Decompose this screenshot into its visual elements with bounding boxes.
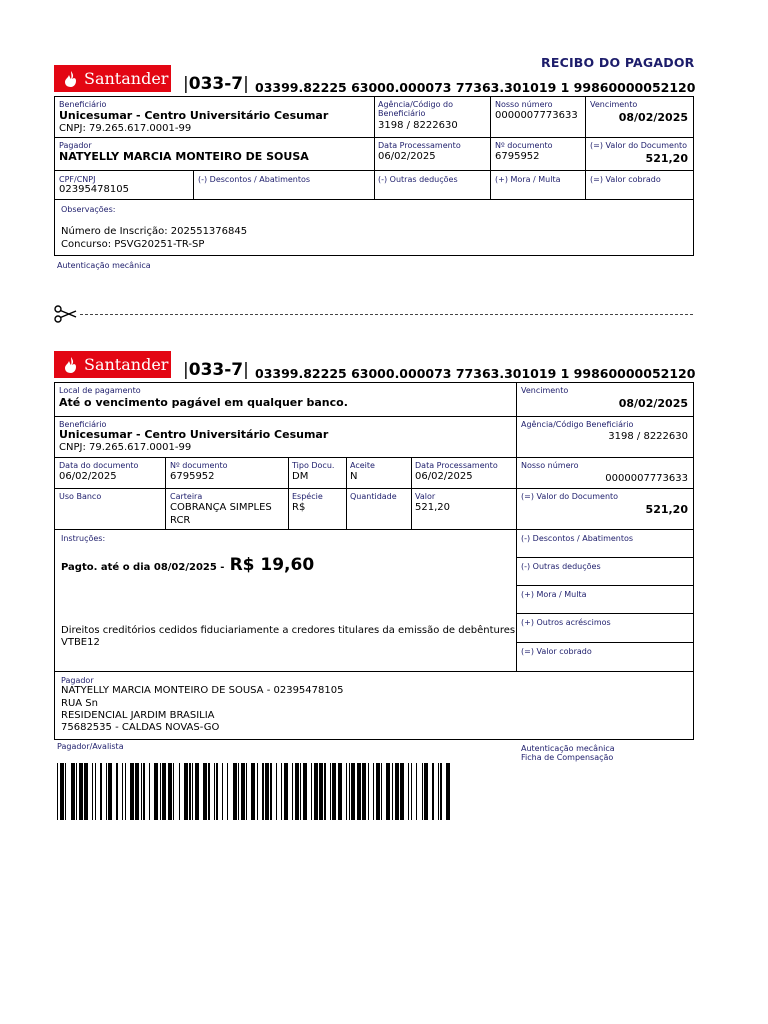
beneficiario-label-ficha: Beneficiário <box>59 420 107 429</box>
valor-cobrado-label: (=) Valor cobrado <box>590 175 661 184</box>
barcode-bar <box>295 763 299 820</box>
uso-banco-label: Uso Banco <box>59 492 102 501</box>
pagador-value: NATYELLY MARCIA MONTEIRO DE SOUSA <box>59 150 309 163</box>
beneficiario-nome-ficha: Unicesumar - Centro Universitário Cesumar <box>59 428 329 441</box>
aceite-value: N <box>350 471 358 482</box>
barcode-bar <box>100 763 101 820</box>
barcode-bar <box>292 763 293 820</box>
scissors-icon <box>54 305 78 323</box>
nosso-numero-value: 0000007773633 <box>495 110 578 121</box>
barcode-bar <box>351 763 355 820</box>
num-doc-label: Nº documento <box>495 141 553 150</box>
barcode-bar <box>233 763 237 820</box>
ficha-compensacao-label: Ficha de Compensação <box>521 753 614 762</box>
data-proc-value-ficha: 06/02/2025 <box>415 471 473 482</box>
pagador-avalista-label: Pagador/Avalista <box>57 742 124 751</box>
recibo-title: RECIBO DO PAGADOR <box>541 55 695 70</box>
valor-label: Valor <box>415 492 436 501</box>
barcode-bar <box>60 763 64 820</box>
barcode-bar <box>265 763 269 820</box>
barcode-bar <box>130 763 134 820</box>
barcode <box>57 763 451 820</box>
carteira-label: Carteira <box>170 492 203 501</box>
mora-label: (+) Mora / Multa <box>495 175 561 184</box>
barcode-bar <box>432 763 433 820</box>
aceite-label: Aceite <box>350 461 375 470</box>
linha-digitavel[interactable]: 03399.82225 63000.000073 77363.301019 1 99860000052120 <box>255 80 696 95</box>
barcode-bar <box>116 763 117 820</box>
barcode-bar <box>108 763 112 820</box>
bank-code-ficha: |033-7| <box>183 360 249 380</box>
outras-deducoes-label: (-) Outras deduções <box>378 175 458 184</box>
autenticacao-label: Autenticação mecânica <box>57 261 151 270</box>
carteira-value-1: COBRANÇA SIMPLES <box>170 502 272 513</box>
instrucoes-label: Instruções: <box>61 534 106 543</box>
barcode-bar <box>227 763 228 820</box>
pagador-line-1: NATYELLY MARCIA MONTEIRO DE SOUSA - 02395478105 <box>61 685 344 696</box>
data-proc-label: Data Processamento <box>378 141 461 150</box>
pagador-line-3: RESIDENCIAL JARDIM BRASILIA <box>61 710 215 721</box>
barcode-bar <box>257 763 258 820</box>
descontos-label-ficha: (-) Descontos / Abatimentos <box>521 534 634 543</box>
barcode-bar <box>222 763 223 820</box>
vencimento-label-ficha: Vencimento <box>521 386 569 395</box>
barcode-bar <box>95 763 96 820</box>
cpf-label: CPF/CNPJ <box>59 175 96 184</box>
barcode-bar <box>154 763 158 820</box>
barcode-bar <box>262 763 263 820</box>
nosso-numero-label-ficha: Nosso número <box>521 461 579 470</box>
beneficiario-cnpj-ficha: CNPJ: 79.265.617.0001-99 <box>59 442 192 453</box>
vencimento-value: 08/02/2025 <box>618 111 688 124</box>
barcode-bar <box>162 763 166 820</box>
pagto-text: Pagto. até o dia 08/02/2025 - <box>61 562 225 573</box>
barcode-bar <box>376 763 380 820</box>
valor-doc-value-ficha: 521,20 <box>645 503 688 516</box>
barcode-bar <box>192 763 193 820</box>
valor-doc-value: 521,20 <box>645 152 688 165</box>
barcode-bar <box>173 763 174 820</box>
pagador-line-2: RUA Sn <box>61 698 98 709</box>
barcode-bar <box>76 763 77 820</box>
bank-code: |033-7| <box>183 74 249 94</box>
nosso-numero-value-ficha: 0000007773633 <box>605 473 688 484</box>
barcode-bar <box>184 763 188 820</box>
observacoes-label: Observações: <box>61 205 116 214</box>
barcode-bar <box>395 763 399 820</box>
num-doc-value: 6795952 <box>495 151 540 162</box>
mora-label-ficha: (+) Mora / Multa <box>521 590 587 599</box>
descontos-label: (-) Descontos / Abatimentos <box>198 175 311 184</box>
barcode-bar <box>373 763 374 820</box>
barcode-bar <box>106 763 107 820</box>
direitos-line-2: VTBE12 <box>61 637 100 648</box>
valor-cobrado-label-ficha: (=) Valor cobrado <box>521 647 592 656</box>
beneficiario-nome: Unicesumar - Centro Universitário Cesumar <box>59 109 329 122</box>
barcode-bar <box>284 763 288 820</box>
barcode-bar <box>400 763 404 820</box>
vencimento-label: Vencimento <box>590 100 638 109</box>
agencia-value: 3198 / 8222630 <box>378 120 458 131</box>
barcode-bar <box>386 763 390 820</box>
obs-line-1: Número de Inscrição: 202551376845 <box>61 226 248 237</box>
barcode-bar <box>189 763 190 820</box>
direitos-line-1: Direitos creditórios cedidos fiduciariamente a credores titulares da emissão de debêntures <box>61 625 516 636</box>
pagto-instrucao <box>61 555 314 575</box>
barcode-bar <box>424 763 428 820</box>
barcode-bar <box>408 763 409 820</box>
tipo-doc-label: Tipo Docu. <box>292 461 335 470</box>
barcode-bar <box>392 763 393 820</box>
santander-flame-icon <box>62 70 80 88</box>
barcode-bar <box>446 763 450 820</box>
barcode-bar <box>203 763 207 820</box>
barcode-bar <box>349 763 350 820</box>
data-doc-value: 06/02/2025 <box>59 471 117 482</box>
barcode-bar <box>179 763 180 820</box>
data-proc-label-ficha: Data Processamento <box>415 461 498 470</box>
barcode-bar <box>125 763 126 820</box>
barcode-bar <box>438 763 439 820</box>
linha-digitavel-ficha[interactable]: 03399.82225 63000.000073 77363.301019 1 99860000052120 <box>255 366 696 381</box>
quantidade-label: Quantidade <box>350 492 397 501</box>
nosso-numero-label: Nosso número <box>495 100 553 109</box>
barcode-bar <box>65 763 66 820</box>
barcode-bar <box>241 763 245 820</box>
barcode-bar <box>422 763 423 820</box>
beneficiario-cnpj: CNPJ: 79.265.617.0001-99 <box>59 123 192 134</box>
barcode-bar <box>276 763 277 820</box>
carteira-value-2: RCR <box>170 515 191 526</box>
num-doc-value-ficha: 6795952 <box>170 471 215 482</box>
barcode-bar <box>330 763 331 820</box>
barcode-bar <box>84 763 88 820</box>
barcode-bar <box>314 763 318 820</box>
local-pagamento-value: Até o vencimento pagável em qualquer banco. <box>59 396 348 409</box>
agencia-label: Agência/Código do Beneficiário <box>378 100 454 118</box>
barcode-bar <box>246 763 247 820</box>
barcode-bar <box>79 763 83 820</box>
barcode-bar <box>357 763 361 820</box>
barcode-bar <box>338 763 342 820</box>
especie-value: R$ <box>292 502 306 513</box>
barcode-bar <box>281 763 282 820</box>
barcode-bar <box>122 763 123 820</box>
barcode-bar <box>208 763 209 820</box>
barcode-bar <box>416 763 417 820</box>
valor-doc-label-ficha: (=) Valor do Documento <box>521 492 619 501</box>
barcode-bar <box>251 763 255 820</box>
santander-logo-text: Santander <box>84 69 169 88</box>
barcode-bar <box>57 763 58 820</box>
agencia-label-ficha: Agência/Código Beneficiário <box>521 420 634 429</box>
tipo-doc-value: DM <box>292 471 309 482</box>
barcode-bar <box>300 763 301 820</box>
valor-doc-label: (=) Valor do Documento <box>590 141 688 150</box>
barcode-bar <box>311 763 312 820</box>
santander-flame-icon <box>62 356 80 374</box>
pagador-label-ficha: Pagador <box>61 676 94 685</box>
barcode-bar <box>411 763 412 820</box>
barcode-bar <box>214 763 215 820</box>
data-proc-value: 06/02/2025 <box>378 151 436 162</box>
barcode-bar <box>270 763 271 820</box>
barcode-bar <box>238 763 239 820</box>
barcode-bar <box>195 763 199 820</box>
barcode-bar <box>368 763 369 820</box>
especie-label: Espécie <box>292 492 323 501</box>
cut-line <box>80 314 693 315</box>
barcode-bar <box>381 763 382 820</box>
barcode-bar <box>160 763 161 820</box>
num-doc-label-ficha: Nº documento <box>170 461 228 470</box>
santander-logo-text: Santander <box>84 355 169 374</box>
barcode-bar <box>319 763 323 820</box>
beneficiario-label: Beneficiário <box>59 100 107 109</box>
data-doc-label: Data do documento <box>59 461 139 470</box>
pagador-line-4: 75682535 - CALDAS NOVAS-GO <box>61 722 220 733</box>
barcode-bar <box>149 763 150 820</box>
barcode-bar <box>141 763 142 820</box>
autenticacao-label-ficha: Autenticação mecânica <box>521 744 615 753</box>
barcode-bar <box>143 763 144 820</box>
barcode-bar <box>324 763 325 820</box>
barcode-bar <box>362 763 366 820</box>
barcode-bar <box>216 763 217 820</box>
valor-value: 521,20 <box>415 502 450 513</box>
barcode-bar <box>440 763 441 820</box>
pagador-label: Pagador <box>59 141 92 150</box>
barcode-bar <box>135 763 139 820</box>
pagto-valor: R$ 19,60 <box>229 555 315 575</box>
outros-acrescimos-label: (+) Outros acréscimos <box>521 618 611 627</box>
local-pagamento-label: Local de pagamento <box>59 386 141 395</box>
barcode-bar <box>346 763 347 820</box>
cpf-value: 02395478105 <box>59 184 129 195</box>
barcode-bar <box>332 763 336 820</box>
santander-logo-ficha <box>54 351 171 378</box>
barcode-bar <box>303 763 307 820</box>
barcode-bar <box>92 763 93 820</box>
vencimento-value-ficha: 08/02/2025 <box>618 397 688 410</box>
santander-logo <box>54 65 171 92</box>
obs-line-2: Concurso: PSVG20251-TR-SP <box>61 239 205 250</box>
agencia-value-ficha: 3198 / 8222630 <box>608 431 688 442</box>
barcode-bar <box>71 763 75 820</box>
barcode-bar <box>168 763 172 820</box>
outras-deducoes-label-ficha: (-) Outras deduções <box>521 562 601 571</box>
